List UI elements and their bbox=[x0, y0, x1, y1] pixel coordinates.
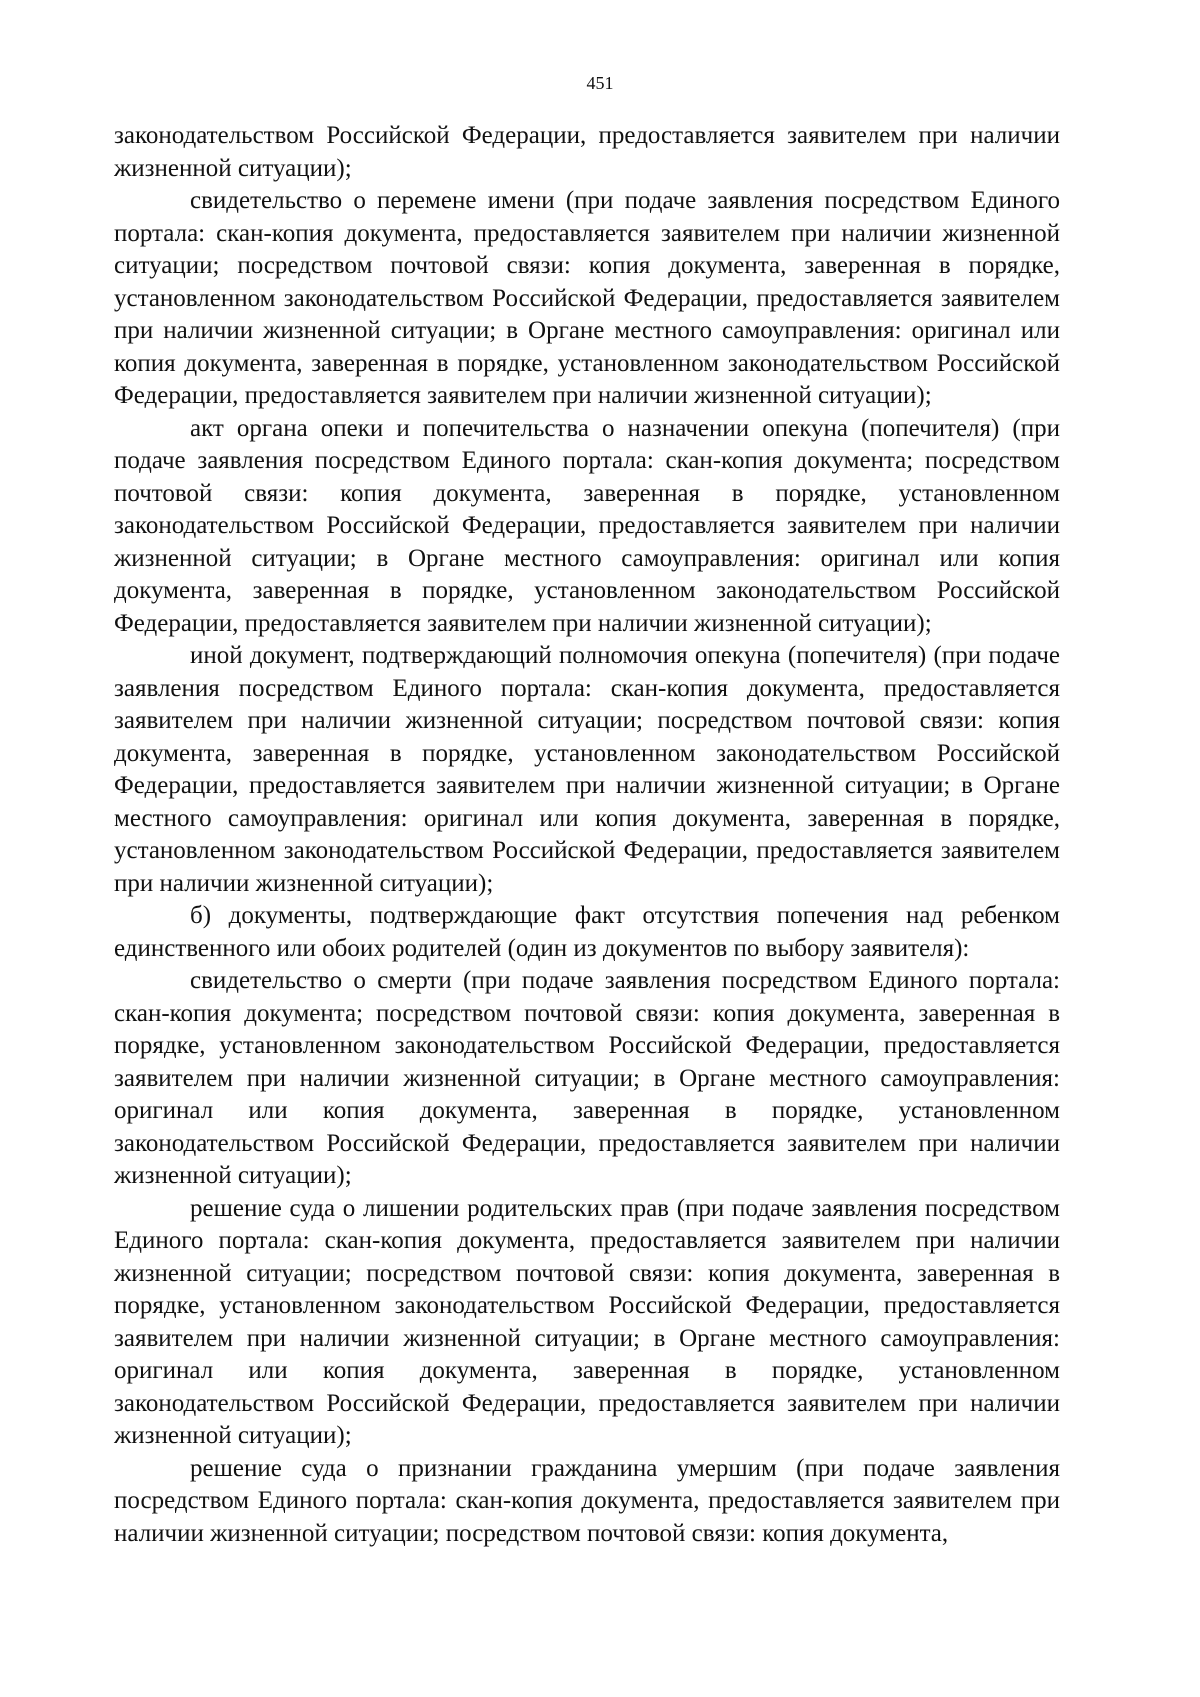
paragraph-deprivation-of-parental-rights: решение суда о лишении родительских прав (при подаче заявления посредством Единого портала: скан-копия документа, предоставляется заявителем при наличии жизненной ситуации; посредством почтовой связи: копия документа, заверенная в порядке, установленном законодательством Российской Федерации, предоставляется заявителем при наличии жизненной ситуации; в Органе местного самоуправления: оригинал или копия документа, заверенная в порядке, установленном законодательством Российской Федерации, предоставляется заявителем при наличии жизненной ситуации); bbox=[114, 1194, 1060, 1449]
paragraph-name-change-certificate: свидетельство о перемене имени (при подаче заявления посредством Единого портала: скан-копия документа, предоставляется заявителем при наличии жизненной ситуации; посредством почтовой связи: копия документа, заверенная в порядке, установленном законодательством Российской Федерации, предоставляется заявителем при наличии жизненной ситуации; в Органе местного самоуправления: оригинал или копия документа, заверенная в порядке, установленном законодательством Российской Федерации, предоставляется заявителем при наличии жизненной ситуации); bbox=[114, 187, 1060, 409]
paragraph-death-certificate: свидетельство о смерти (при подаче заявления посредством Единого портала: скан-копия документа; посредством почтовой связи: копия документа, заверенная в порядке, установленном законодательством Российской Федерации, предоставляется заявителем при наличии жизненной ситуации; в Органе местного самоуправления: оригинал или копия документа, заверенная в порядке, установленном законодательством Российской Федерации, предоставляется заявителем при наличии жизненной ситуации); bbox=[114, 967, 1060, 1189]
paragraph-continuation: законодательством Российской Федерации, предоставляется заявителем при наличии жизненной ситуации); bbox=[114, 122, 1060, 182]
paragraph-declared-deceased: решение суда о признании гражданина умершим (при подаче заявления посредством Единого портала: скан-копия документа, предоставляется заявителем при наличии жизненной ситуации; посредством почтовой связи: копия документа, bbox=[114, 1454, 1060, 1547]
page-number: 451 bbox=[586, 73, 614, 93]
document-body bbox=[114, 120, 1060, 1550]
paragraph-item-b: б) документы, подтверждающие факт отсутствия попечения над ребенком единственного или обоих родителей (один из документов по выбору заявителя): bbox=[114, 902, 1060, 962]
paragraph-other-guardian-document: иной документ, подтверждающий полномочия опекуна (попечителя) (при подаче заявления посредством Единого портала: скан-копия документа, предоставляется заявителем при наличии жизненной ситуации; посредством почтовой связи: копия документа, заверенная в порядке, установленном законодательством Российской Федерации, предоставляется заявителем при наличии жизненной ситуации; в Органе местного самоуправления: оригинал или копия документа, заверенная в порядке, установленном законодательством Российской Федерации, предоставляется заявителем при наличии жизненной ситуации); bbox=[114, 642, 1060, 897]
paragraph-guardianship-act: акт органа опеки и попечительства о назначении опекуна (попечителя) (при подаче заявления посредством Единого портала: скан-копия документа; посредством почтовой связи: копия документа, заверенная в порядке, установленном законодательством Российской Федерации, предоставляется заявителем при наличии жизненной ситуации; в Органе местного самоуправления: оригинал или копия документа, заверенная в порядке, установленном законодательством Российской Федерации, предоставляется заявителем при наличии жизненной ситуации); bbox=[114, 414, 1060, 637]
